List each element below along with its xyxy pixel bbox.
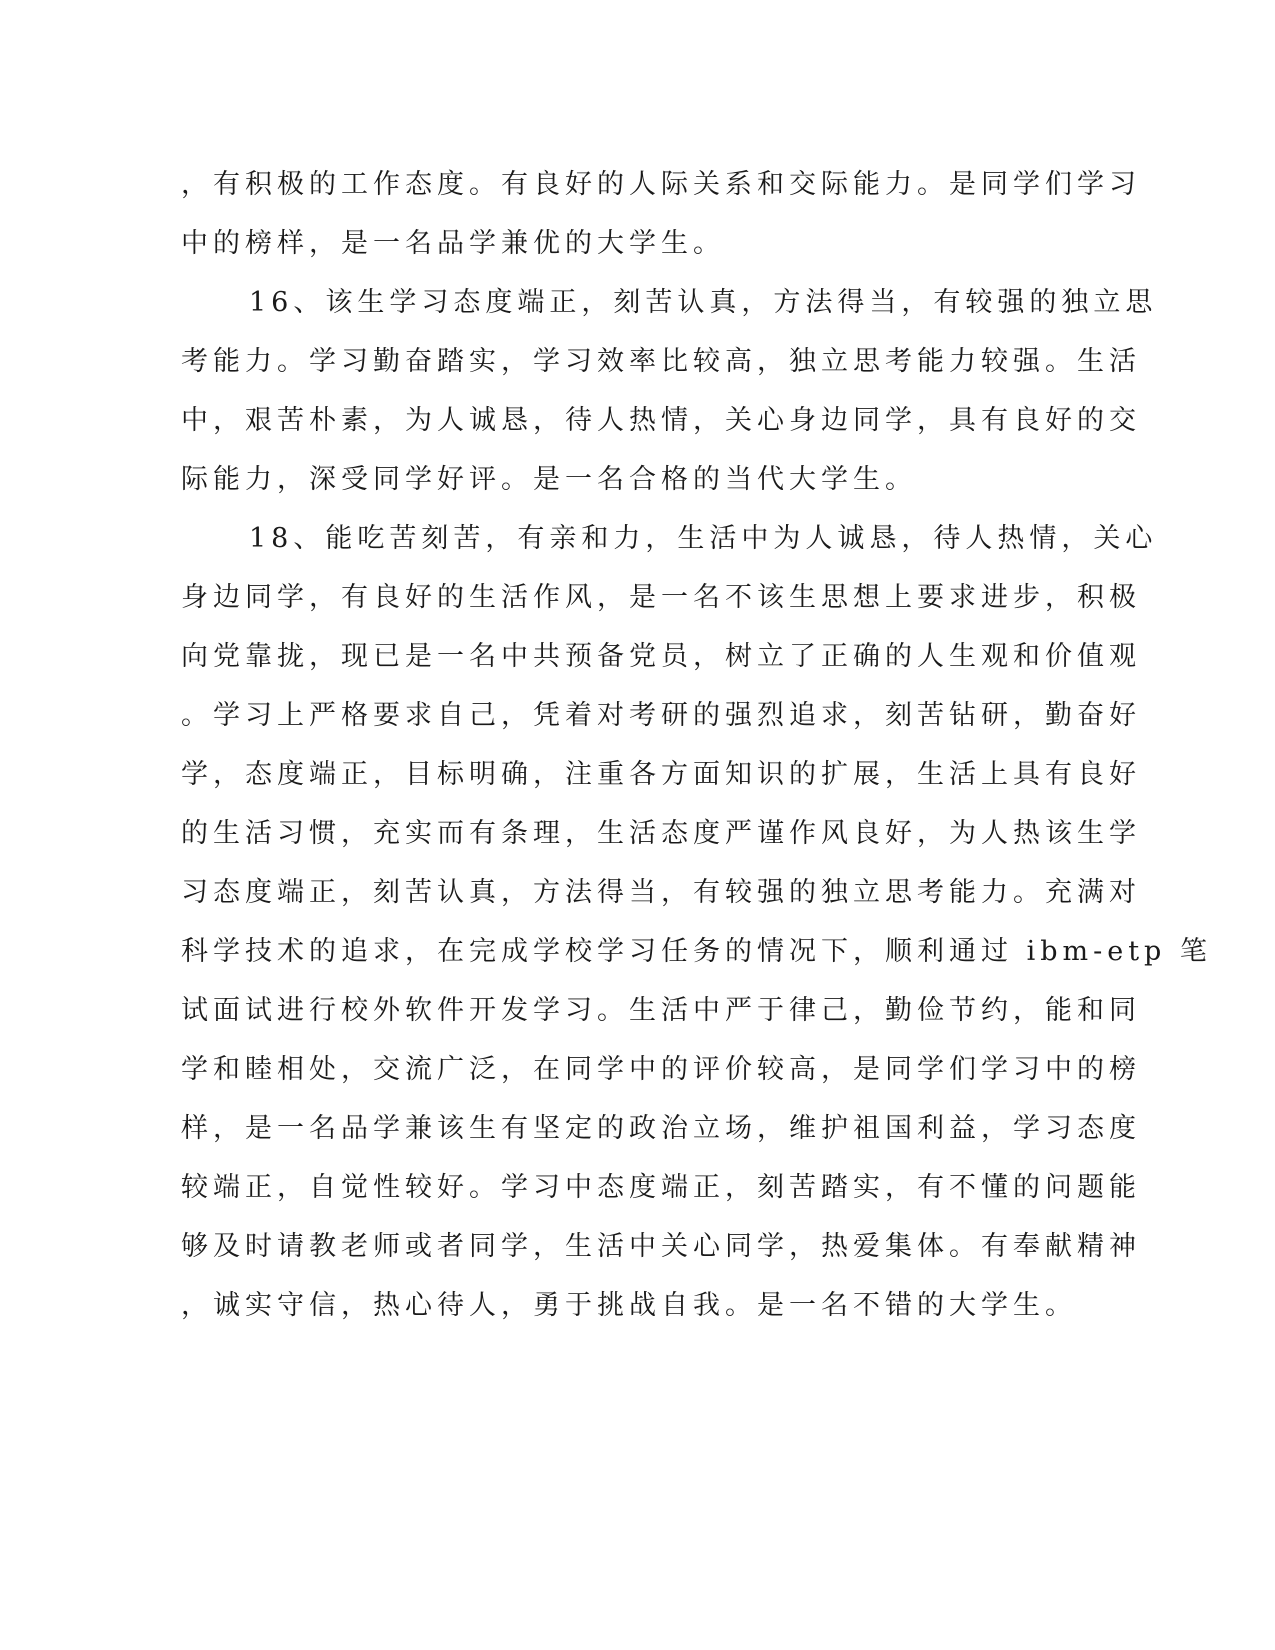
text-line: 样，是一名品学兼该生有坚定的政治立场，维护祖国利益，学习态度 — [181, 1113, 1141, 1144]
text-line: ，诚实守信，热心待人，勇于挑战自我。是一名不错的大学生。 — [181, 1290, 1077, 1321]
text-line: 试面试进行校外软件开发学习。生活中严于律己，勤俭节约，能和同 — [181, 995, 1141, 1026]
text-line: 较端正，自觉性较好。学习中态度端正，刻苦踏实，有不懂的问题能 — [181, 1172, 1141, 1203]
text-line: 际能力，深受同学好评。是一名合格的当代大学生。 — [181, 464, 917, 495]
text-line: 学和睦相处，交流广泛，在同学中的评价较高，是同学们学习中的榜 — [181, 1054, 1141, 1085]
text-line: 身边同学，有良好的生活作风，是一名不该生思想上要求进步，积极 — [181, 582, 1141, 613]
text-line: 考能力。学习勤奋踏实，学习效率比较高，独立思考能力较强。生活 — [181, 346, 1141, 377]
text-line: 科学技术的追求，在完成学校学习任务的情况下，顺利通过 ibm-etp 笔 — [181, 936, 1212, 967]
paragraph-start-16: 16、该生学习态度端正，刻苦认真，方法得当，有较强的独立思 — [249, 287, 1158, 318]
text-line: 中，艰苦朴素，为人诚恳，待人热情，关心身边同学，具有良好的交 — [181, 405, 1141, 436]
text-line: 。学习上严格要求自己，凭着对考研的强烈追求，刻苦钻研，勤奋好 — [181, 700, 1141, 731]
document-body — [181, 155, 1212, 1335]
text-line: 向党靠拢，现已是一名中共预备党员，树立了正确的人生观和价值观 — [181, 641, 1141, 672]
text-line: ，有积极的工作态度。有良好的人际关系和交际能力。是同学们学习 — [181, 169, 1141, 200]
text-line: 中的榜样，是一名品学兼优的大学生。 — [181, 228, 725, 259]
text-line: 学，态度端正，目标明确，注重各方面知识的扩展，生活上具有良好 — [181, 759, 1141, 790]
paragraph-start-18: 18、能吃苦刻苦，有亲和力，生活中为人诚恳，待人热情，关心 — [249, 523, 1158, 554]
text-line: 够及时请教老师或者同学，生活中关心同学，热爱集体。有奉献精神 — [181, 1231, 1141, 1262]
text-line: 的生活习惯，充实而有条理，生活态度严谨作风良好，为人热该生学 — [181, 818, 1141, 849]
text-line: 习态度端正，刻苦认真，方法得当，有较强的独立思考能力。充满对 — [181, 877, 1141, 908]
